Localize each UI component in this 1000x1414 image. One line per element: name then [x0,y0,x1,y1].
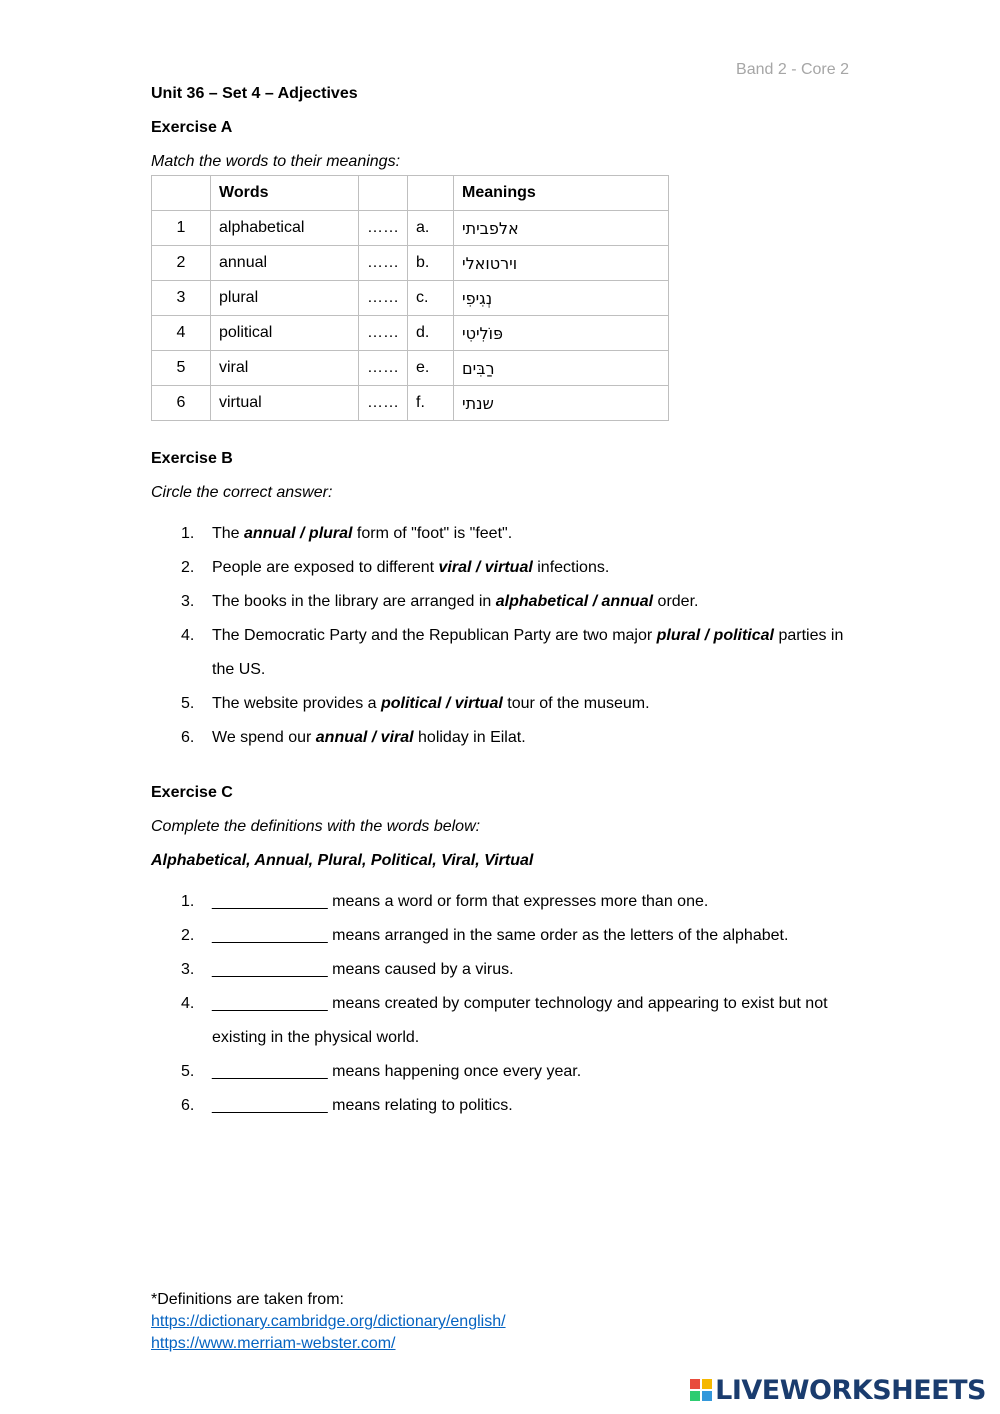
definition-text[interactable]: _____________ means caused by a virus. [212,961,514,978]
row-letter: b. [408,246,454,281]
exercise-c-heading: Exercise C [151,784,233,801]
row-meaning: רַבִּים [454,351,669,386]
exercise-c-instruction: Complete the definitions with the words below: [151,818,481,835]
table-row [152,281,669,316]
list-item [151,1089,851,1123]
list-item [151,517,851,551]
exercise-b-list [151,517,851,755]
item-text-post: tour of the museum. [502,695,650,712]
header-cell-blank [359,176,408,211]
row-meaning: אלפביתי [454,211,669,246]
definition-text[interactable]: _____________ means arranged in the same order as the letters of the alphabet. [212,927,789,944]
logo-square [690,1391,700,1401]
item-text [212,687,851,721]
exercise-a-instruction: Match the words to their meanings: [151,153,401,170]
list-item [151,885,851,919]
list-item [151,721,851,755]
row-answer-blank[interactable]: …… [359,316,408,351]
item-text-pre: The books in the library are arranged in [212,593,496,610]
row-letter: a. [408,211,454,246]
item-text-pre: The [212,525,245,542]
item-text [212,721,851,755]
item-text-post: infections. [532,559,610,576]
list-item [151,919,851,953]
logo-square [702,1391,712,1401]
table-row [152,246,669,281]
logo-text: LIVEWORKSHEETS [715,1374,986,1406]
item-text [212,551,851,585]
item-number: 6. [181,729,195,746]
answer-choice[interactable]: annual / viral [315,729,414,746]
row-number: 5 [152,351,211,386]
header-cell-letter [408,176,454,211]
item-number: 2. [181,559,195,576]
row-number: 6 [152,386,211,421]
header-cell-meanings: Meanings [454,176,669,211]
header-cell-words: Words [211,176,359,211]
page-title: Unit 36 – Set 4 – Adjectives [151,85,358,102]
liveworksheets-logo[interactable] [689,1374,986,1406]
exercise-c-word-list: Alphabetical, Annual, Plural, Political, Viral, Virtual [151,852,534,869]
row-word: alphabetical [211,211,359,246]
footer [151,1289,506,1355]
exercise-b-heading: Exercise B [151,450,233,467]
item-text-post: form of "foot" is "feet". [352,525,513,542]
row-word: viral [211,351,359,386]
row-meaning: פּוֹלִיטִי [454,316,669,351]
row-word: plural [211,281,359,316]
item-text [212,517,851,551]
list-item [151,551,851,585]
item-number: 1. [181,525,195,542]
answer-choice[interactable]: plural / political [656,627,774,644]
row-answer-blank[interactable]: …… [359,246,408,281]
item-text-post: order. [653,593,699,610]
item-number: 1. [181,893,195,910]
list-item [151,619,851,687]
answer-choice[interactable]: alphabetical / annual [495,593,654,610]
row-letter: e. [408,351,454,386]
item-text [212,585,851,619]
row-answer-blank[interactable]: …… [359,351,408,386]
definition-text[interactable]: _____________ means created by computer technology and appearing to exist but not existing in the physical world. [212,995,828,1046]
item-number: 2. [181,927,195,944]
answer-choice[interactable]: annual / plural [244,525,353,542]
row-letter: c. [408,281,454,316]
row-answer-blank[interactable]: …… [359,281,408,316]
table-row [152,386,669,421]
item-text-post: holiday in Eilat. [413,729,526,746]
exercise-c-list [151,885,851,1123]
item-text-pre: The Democratic Party and the Republican Party are two major [212,627,657,644]
item-number: 5. [181,1063,195,1080]
header-cell-num [152,176,211,211]
row-number: 2 [152,246,211,281]
worksheet-content [151,84,851,1123]
row-number: 1 [152,211,211,246]
item-text [212,619,851,687]
item-text-pre: We spend our [212,729,316,746]
row-answer-blank[interactable]: …… [359,211,408,246]
table-row [152,316,669,351]
list-item [151,987,851,1055]
definition-text[interactable]: _____________ means a word or form that expresses more than one. [212,893,709,910]
footer-note: *Definitions are taken from: [151,1291,344,1308]
item-number: 4. [181,627,195,644]
definition-text[interactable]: _____________ means relating to politics. [212,1097,513,1114]
row-meaning: נְגִיפִי [454,281,669,316]
merriam-webster-link[interactable]: https://www.merriam-webster.com/ [151,1335,396,1352]
row-word: virtual [211,386,359,421]
matching-table [151,175,669,421]
table-header-row [152,176,669,211]
item-text-pre: The website provides a [212,695,381,712]
item-text-post: parties in the US. [212,627,844,678]
list-item [151,687,851,721]
row-answer-blank[interactable]: …… [359,386,408,421]
table-row [152,211,669,246]
item-number: 6. [181,1097,195,1114]
row-number: 3 [152,281,211,316]
row-number: 4 [152,316,211,351]
row-letter: f. [408,386,454,421]
item-number: 4. [181,995,195,1012]
row-word: annual [211,246,359,281]
item-text-pre: People are exposed to different [212,559,439,576]
answer-choice[interactable]: viral / virtual [438,559,533,576]
row-word: political [211,316,359,351]
logo-square [690,1379,700,1389]
row-meaning: שנתי [454,386,669,421]
definition-text[interactable]: _____________ means happening once every year. [212,1063,582,1080]
exercise-a-heading: Exercise A [151,119,233,136]
table-row [152,351,669,386]
logo-square [702,1379,712,1389]
list-item [151,585,851,619]
exercise-b-instruction: Circle the correct answer: [151,484,333,501]
logo-icon [689,1378,713,1402]
answer-choice[interactable]: political / virtual [380,695,503,712]
row-letter: d. [408,316,454,351]
list-item [151,953,851,987]
cambridge-link[interactable]: https://dictionary.cambridge.org/dictionary/english/ [151,1313,506,1330]
row-meaning: וירטואלי [454,246,669,281]
item-number: 5. [181,695,195,712]
item-number: 3. [181,593,195,610]
list-item [151,1055,851,1089]
item-number: 3. [181,961,195,978]
header-label: Band 2 - Core 2 [736,61,849,78]
